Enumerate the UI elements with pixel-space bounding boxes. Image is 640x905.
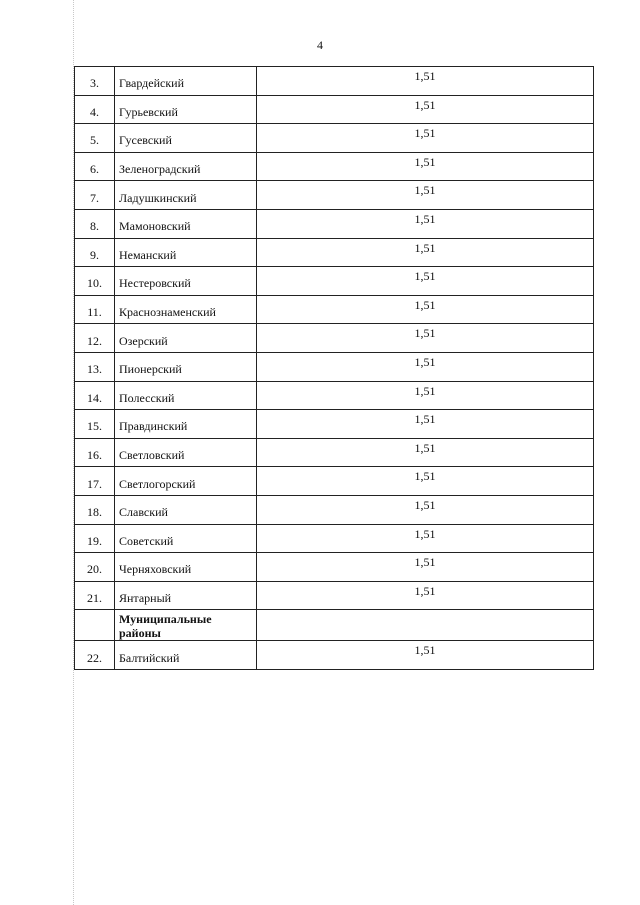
row-number: 16. [75, 438, 115, 467]
coefficient-value: 1,51 [257, 295, 594, 324]
row-number: 10. [75, 267, 115, 296]
coefficient-value: 1,51 [257, 467, 594, 496]
row-number: 18. [75, 495, 115, 524]
municipality-name: Краснознаменский [115, 295, 257, 324]
row-number [75, 610, 115, 641]
municipality-name: Нестеровский [115, 267, 257, 296]
coefficient-value: 1,51 [257, 67, 594, 96]
coefficient-value: 1,51 [257, 438, 594, 467]
table-row [75, 553, 594, 582]
municipality-name: Светловский [115, 438, 257, 467]
table-row [75, 295, 594, 324]
coefficients-table [74, 66, 594, 670]
table-row [75, 524, 594, 553]
row-number: 12. [75, 324, 115, 353]
coefficient-value: 1,51 [257, 124, 594, 153]
row-number: 6. [75, 152, 115, 181]
municipality-name: Правдинский [115, 410, 257, 439]
row-number: 4. [75, 95, 115, 124]
municipality-name: Мамоновский [115, 209, 257, 238]
row-number: 22. [75, 641, 115, 670]
row-number: 11. [75, 295, 115, 324]
table-row [75, 181, 594, 210]
municipality-name: Неманский [115, 238, 257, 267]
municipality-name: Пионерский [115, 352, 257, 381]
row-number: 15. [75, 410, 115, 439]
table-body [75, 67, 594, 670]
coefficient-value: 1,51 [257, 95, 594, 124]
coefficient-value: 1,51 [257, 324, 594, 353]
row-number: 19. [75, 524, 115, 553]
row-number: 20. [75, 553, 115, 582]
row-number: 17. [75, 467, 115, 496]
municipality-name: Черняховский [115, 553, 257, 582]
table-row [75, 641, 594, 670]
coefficient-value: 1,51 [257, 381, 594, 410]
section-title: Муниципальные районы [115, 610, 257, 641]
table-row [75, 324, 594, 353]
coefficient-value: 1,51 [257, 553, 594, 582]
row-number: 14. [75, 381, 115, 410]
municipality-name: Гурьевский [115, 95, 257, 124]
coefficient-value: 1,51 [257, 641, 594, 670]
table-row [75, 495, 594, 524]
coefficient-value: 1,51 [257, 352, 594, 381]
table-row [75, 467, 594, 496]
table-row [75, 438, 594, 467]
coefficient-value: 1,51 [257, 209, 594, 238]
row-number: 13. [75, 352, 115, 381]
coefficient-value: 1,51 [257, 238, 594, 267]
table-row [75, 581, 594, 610]
table-row [75, 124, 594, 153]
table-row [75, 238, 594, 267]
table-row [75, 67, 594, 96]
table-row [75, 381, 594, 410]
page-number: 4 [317, 38, 323, 52]
coefficient-value: 1,51 [257, 152, 594, 181]
row-number: 3. [75, 67, 115, 96]
row-number: 8. [75, 209, 115, 238]
coefficient-value: 1,51 [257, 267, 594, 296]
municipality-name: Гусевский [115, 124, 257, 153]
coefficient-value: 1,51 [257, 410, 594, 439]
municipality-name: Ладушкинский [115, 181, 257, 210]
municipality-name: Зеленоградский [115, 152, 257, 181]
table-row [75, 352, 594, 381]
table-row [75, 410, 594, 439]
municipality-name: Советский [115, 524, 257, 553]
municipality-name: Славский [115, 495, 257, 524]
coefficient-value: 1,51 [257, 181, 594, 210]
municipality-name: Гвардейский [115, 67, 257, 96]
municipality-name: Балтийский [115, 641, 257, 670]
table-row [75, 95, 594, 124]
coefficient-value: 1,51 [257, 581, 594, 610]
coefficient-value [257, 610, 594, 641]
row-number: 5. [75, 124, 115, 153]
coefficient-value: 1,51 [257, 524, 594, 553]
table-row [75, 152, 594, 181]
coefficient-value: 1,51 [257, 495, 594, 524]
row-number: 21. [75, 581, 115, 610]
municipality-name: Озерский [115, 324, 257, 353]
municipality-name: Полесский [115, 381, 257, 410]
table-row [75, 267, 594, 296]
municipality-name: Янтарный [115, 581, 257, 610]
municipality-name: Светлогорский [115, 467, 257, 496]
row-number: 9. [75, 238, 115, 267]
table-row [75, 209, 594, 238]
row-number: 7. [75, 181, 115, 210]
section-row [75, 610, 594, 641]
